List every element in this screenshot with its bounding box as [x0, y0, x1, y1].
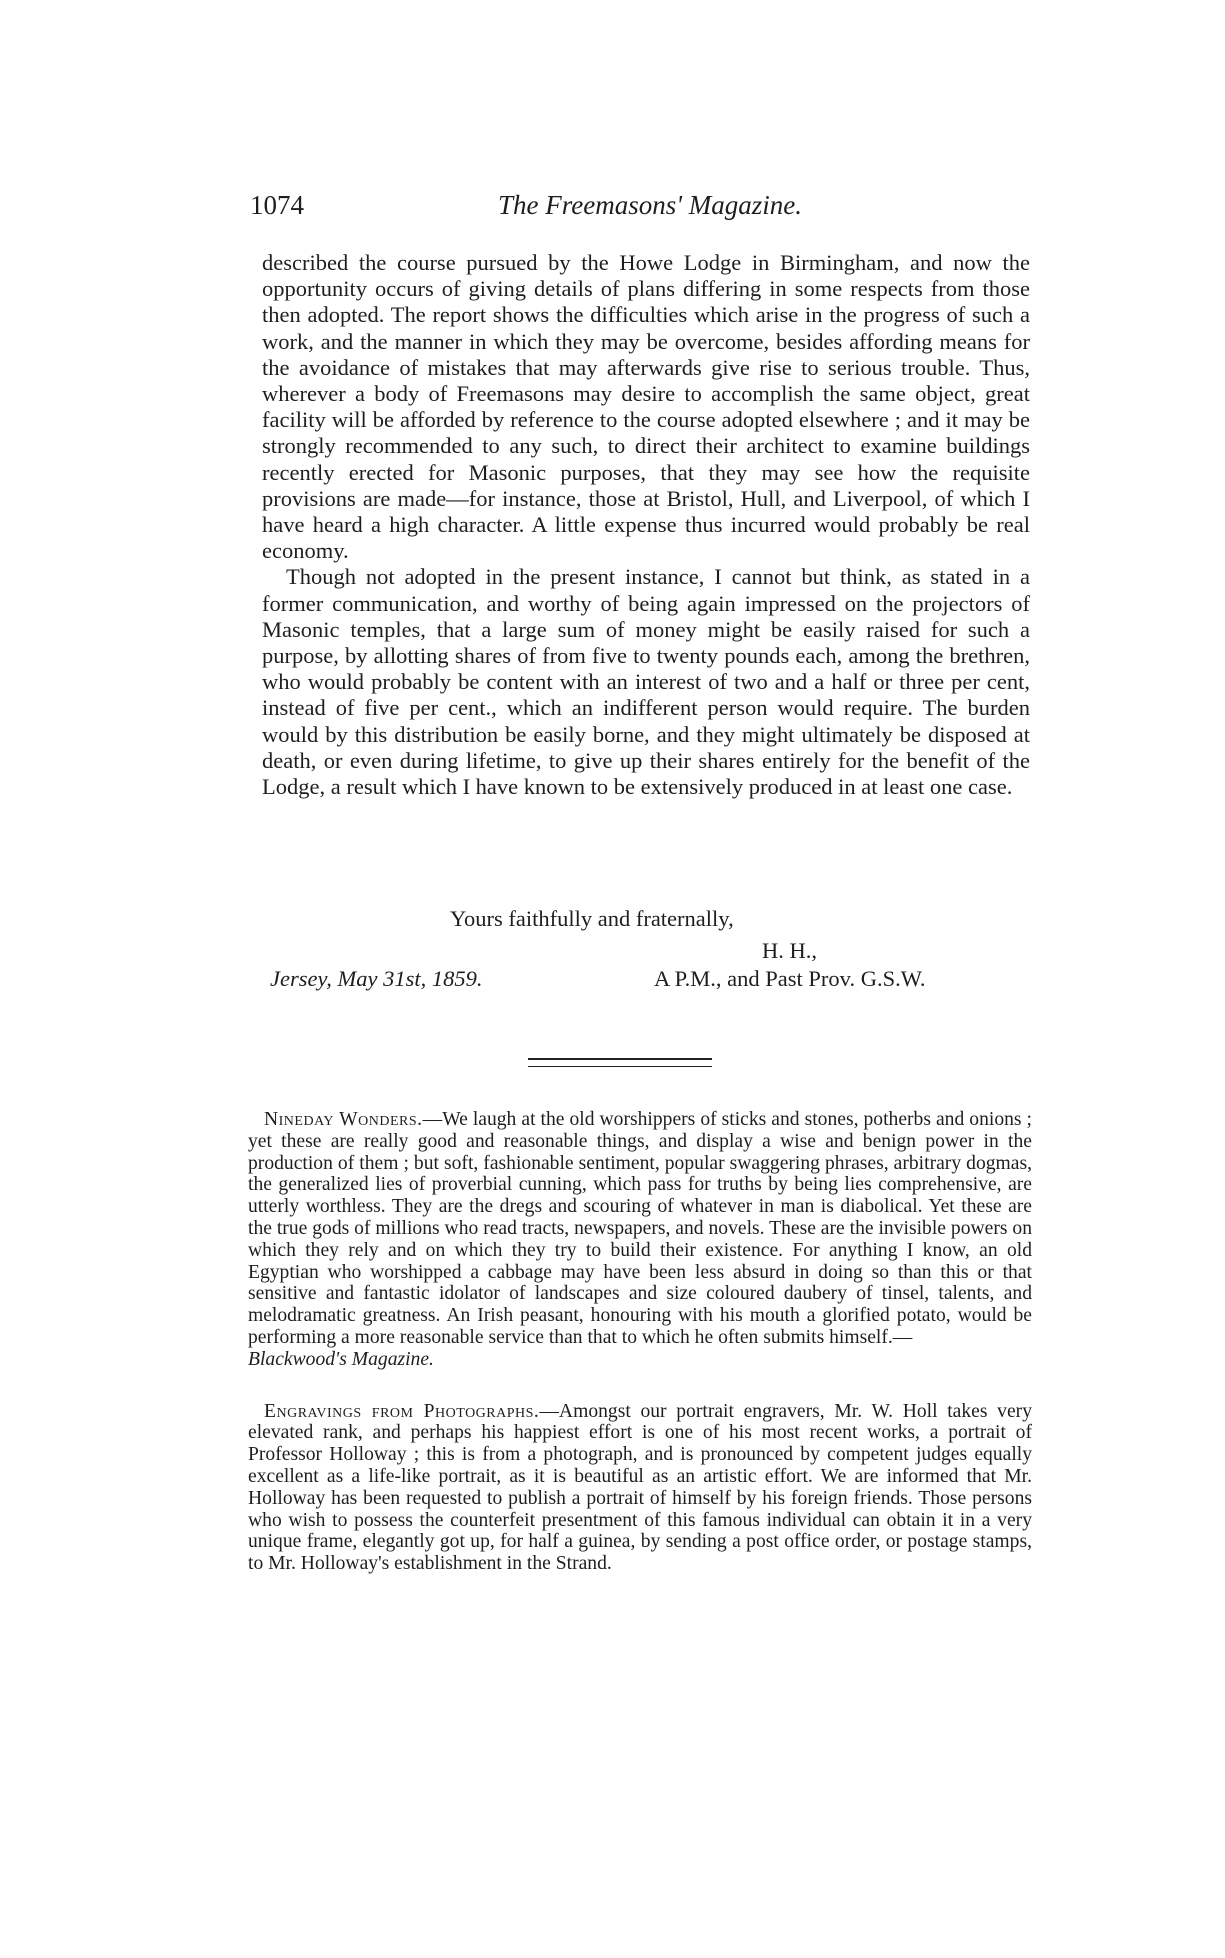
- item-heading: Engravings from Photographs.: [264, 1400, 540, 1422]
- item-heading: Nineday Wonders.: [264, 1109, 423, 1130]
- letter-body: [262, 250, 1030, 800]
- miscellany-items: [248, 1109, 1032, 1605]
- letter-paragraph-1: described the course pursued by the Howe Lodge in Birmingham, and now the opportunity occurs of giving details of plans differing in some respects from those then adopted. The report shows the difficulties which arise in the progress of such a work, and the manner in which they may be overcome, besides affording means for the avoidance of mistakes that may afterwards give rise to serious trouble. Thus, wherever a body of Freemasons may desire to accomplish the same object, great facility will be afforded by reference to the course adopted elsewhere ; and it may be strongly recommended to any such, to direct their architect to examine buildings recently erected for Masonic purposes, that they may see how the requisite provisions are made—for instance, those at Bristol, Hull, and Liverpool, of which I have heard a high character. A little expense thus incurred would probably be real economy.: [262, 250, 1030, 564]
- signature-initials: H. H.,: [762, 938, 817, 963]
- section-divider: [528, 1058, 712, 1067]
- running-title: The Freemasons' Magazine.: [498, 190, 802, 220]
- letter-closing: Yours faithfully and fraternally,: [450, 906, 734, 931]
- item-engravings: [248, 1401, 1032, 1575]
- item-nineday-wonders: [248, 1109, 1032, 1371]
- page-number: 1074: [250, 190, 304, 220]
- item-body: —We laugh at the old worshippers of sticks and stones, potherbs and onions ; yet these are really good and reasonable things, and display a wise and benign power in the production of them ; but soft, fashionable sentiment, popular swaggering phrases, arbitrary dogmas, the generalized lies of proverbial cunning, which pass for truths by being lies comprehensive, are utterly worthless. They are the dregs and scouring of whatever in man is diabolical. Yet these are the true gods of millions who read tracts, newspapers, and novels. These are the invisible powers on which they rely and on which they try to build their existence. For anything I know, an old Egyptian who worshipped a cabbage may have been less absurd in doing so than this or that sensitive and fantastic idolator of landscapes and size coloured daubery of tinsel, talents, and melodramatic greatness. An Irish peasant, honouring with his mouth a glorified potato, would be performing a more reasonable service than that to which he often submits himself.—: [248, 1109, 1033, 1348]
- item-body: —Amongst our portrait engravers, Mr. W. Holl takes very elevated rank, and perhaps his happiest effort is one of his most recent works, a portrait of Professor Holloway ; this is from a photograph, and is pronounced by competent judges equally excellent as a life-like portrait, as it is beautiful as an artistic effort. We are informed that Mr. Holloway has been requested to publish a portrait of himself by his foreign friends. Those persons who wish to possess the counterfeit presentment of this famous individual can obtain it in a very unique frame, elegantly got up, for half a guinea, by sending a post office order, or postage stamps, to Mr. Holloway's establishment in the Strand.: [248, 1400, 1032, 1575]
- item-source: Blackwood's Magazine.: [248, 1348, 434, 1370]
- letter-paragraph-2: Though not adopted in the present instance, I cannot but think, as stated in a former communication, and worthy of being again impressed on the projectors of Masonic temples, that a large sum of money might be easily raised for such a purpose, by allotting shares of from five to twenty pounds each, among the brethren, who would probably be content with an interest of two and a half or three per cent, instead of five per cent., which an indifferent person would require. The burden would by this distribution be easily borne, and they might ultimately be disposed at death, or even during lifetime, to give up their shares entirely for the benefit of the Lodge, a result which I have known to be extensively produced in at least one case.: [262, 564, 1030, 800]
- signature-rank: A P.M., and Past Prov. G.S.W.: [654, 966, 926, 991]
- letter-dateline: Jersey, May 31st, 1859.: [270, 966, 483, 991]
